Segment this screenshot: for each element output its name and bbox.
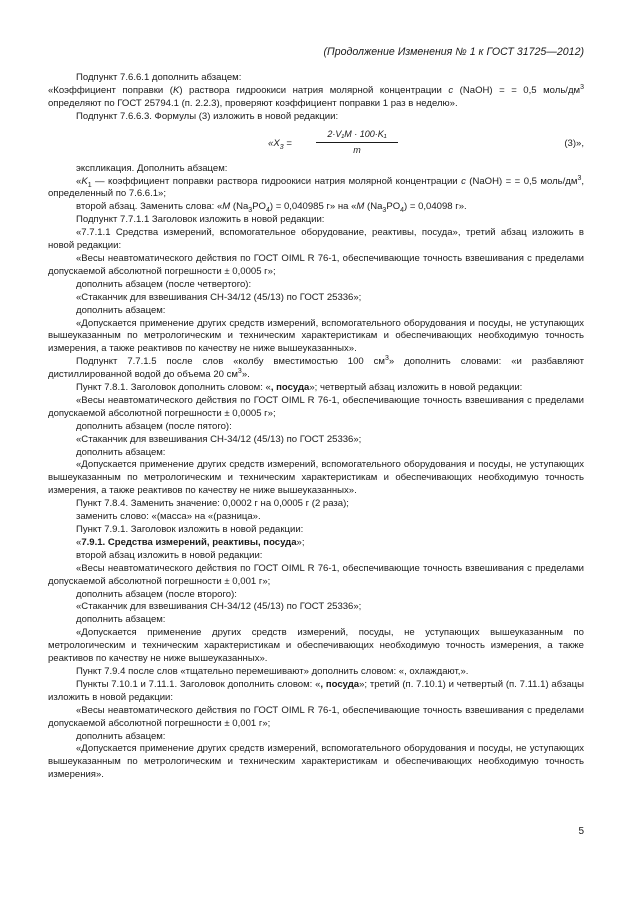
paragraph: Подпункт 7.7.1.5 после слов «колбу вместимостью 100 $см^3$» дополнить словами: «и разбавляют дистиллированной водой до объема 20 $см^3$». — [48, 355, 584, 381]
paragraph: «Весы неавтоматического действия по ГОСТ OIML R 76-1, обеспечивающие точность взвешивания с пределами допускаемой абсолютной погрешности ± 0,0005 г»; — [48, 252, 584, 277]
paragraph: «Допускается применение других средств измерений, вспомогательного оборудования и посуды, не уступающих вышеуказанным по метрологическим и техническим характеристикам и обеспечивающих необходимую точность измерения, а также реактивов по качеству не ниже вышеуказанных». — [48, 459, 584, 497]
paragraph: «Стаканчик для взвешивания СН-34/12 (45/13) по ГОСТ 25336»; — [76, 601, 362, 613]
formula-number: (3)», — [564, 137, 584, 149]
paragraph: дополнить абзацем: — [76, 304, 166, 316]
paragraph: «Допускается применение других средств измерений, вспомогательного оборудования и посуды, не уступающих вышеуказанным по метрологическим и техническим характеристикам и обеспечивающих необходимую точность измерения, а также реактивов по качеству не ниже вышеуказанных». — [48, 317, 584, 355]
paragraph: Пункт 7.8.4. Заменить значение: 0,0002 г на 0,0005 г (2 раза); — [76, 498, 349, 510]
paragraph: дополнить абзацем: — [76, 614, 166, 626]
paragraph: второй абзац. Заменить слова: «M $(Na_3PO_4) = 0,040985$ г» на «M $(Na_3PO_4) = 0,04098$ г». — [76, 201, 467, 215]
paragraph: Подпункт 7.6.6.1 дополнить абзацем: — [76, 72, 242, 83]
formula-fraction — [316, 128, 398, 157]
paragraph: «Весы неавтоматического действия по ГОСТ OIML R 76-1, обеспечивающие точность взвешивания с пределами допускаемой абсолютной погрешности ± 0,0005 г»; — [48, 394, 584, 419]
paragraph: «Коэффициент поправки (K) раствора гидроокиси натрия молярной концентрации c (NaOH) = = 0,5 моль/$дм^3$ определяют по ГОСТ 25794.1 (п. 2.2.3), проверяют коэффициент поправки 1 раз в неделю». — [48, 83, 584, 109]
paragraph: «$K_1$ — коэффициент поправки раствора гидроокиси натрия молярной концентрации c (NaOH) = = 0,5 моль/$дм^3$, определенный по 7.6.6.1»; — [48, 174, 584, 200]
document-body — [48, 72, 584, 782]
paragraph: «7.7.1.1 Средства измерений, вспомогательное оборудование, реактивы, посуда», третий абзац изложить в новой редакции: — [48, 227, 584, 252]
paragraph: «Допускается применение других средств измерений, вспомогательного оборудования и посуды, не уступающих вышеуказанным по метрологическим и техническим характеристикам и обеспечивающих необходимую точность измерения». — [48, 743, 584, 781]
paragraph: «Стаканчик для взвешивания СН-34/12 (45/13) по ГОСТ 25336»; — [76, 433, 362, 445]
paragraph: дополнить абзацем (после пятого): — [76, 420, 232, 432]
paragraph: дополнить абзацем: — [76, 730, 166, 742]
paragraph: дополнить абзацем (после четвертого): — [76, 278, 252, 290]
paragraph: Подпункт 7.7.1.1 Заголовок изложить в новой редакции: — [76, 214, 325, 226]
formula-denominator: m — [353, 144, 361, 155]
paragraph: «Весы неавтоматического действия по ГОСТ OIML R 76-1, обеспечивающие точность взвешивания с пределами допускаемой абсолютной погрешности ± 0,001 г»; — [48, 562, 584, 587]
paragraph: «7.9.1. Средства измерений, реактивы, посуда»; — [76, 536, 305, 548]
formula-3 — [48, 128, 584, 158]
paragraph: заменить слово: «(масса» на «(разница». — [76, 511, 261, 523]
paragraph: «Стаканчик для взвешивания СН-34/12 (45/13) по ГОСТ 25336»; — [76, 291, 362, 303]
paragraph: дополнить абзацем: — [76, 446, 166, 458]
paragraph: Пункты 7.10.1 и 7.11.1. Заголовок дополнить словом: «, посуда»; третий (п. 7.10.1) и четвертый (п. 7.11.1) абзацы изложить в новой редакции: — [48, 678, 584, 703]
paragraph: Пункт 7.9.1. Заголовок изложить в новой редакции: — [76, 524, 304, 535]
paragraph: второй абзац изложить в новой редакции: — [76, 549, 263, 561]
paragraph: Пункт 7.8.1. Заголовок дополнить словом: «, посуда»; четвертый абзац изложить в новой редакции: — [76, 382, 523, 394]
paragraph: «Весы неавтоматического действия по ГОСТ OIML R 76-1, обеспечивающие точность взвешивания с пределами допускаемой абсолютной погрешности ± 0,001 г»; — [48, 704, 584, 729]
formula-numerator: 2·V₁M · 100·K₁ — [316, 128, 398, 143]
paragraph: Пункт 7.9.4 после слов «тщательно перемешивают» дополнить словом: «, охлаждают,». — [76, 665, 469, 677]
page-number: 5 — [578, 826, 584, 837]
page-header: (Продолжение Изменения № 1 к ГОСТ 31725—2012) — [323, 46, 584, 58]
paragraph: Подпункт 7.6.6.3. Формулы (3) изложить в новой редакции: — [76, 110, 339, 122]
paragraph: дополнить абзацем (после второго): — [76, 588, 237, 600]
paragraph: экспликация. Дополнить абзацем: — [76, 162, 228, 174]
paragraph: «Допускается применение других средств измерений, посуды, не уступающих вышеуказанным по метрологическим и техническим характеристикам и обеспечивающих необходимую точность измерения, а также реактивов по качеству не ниже вышеуказанных». — [48, 627, 584, 665]
formula-lhs: «$X_3$ = — [268, 137, 292, 151]
